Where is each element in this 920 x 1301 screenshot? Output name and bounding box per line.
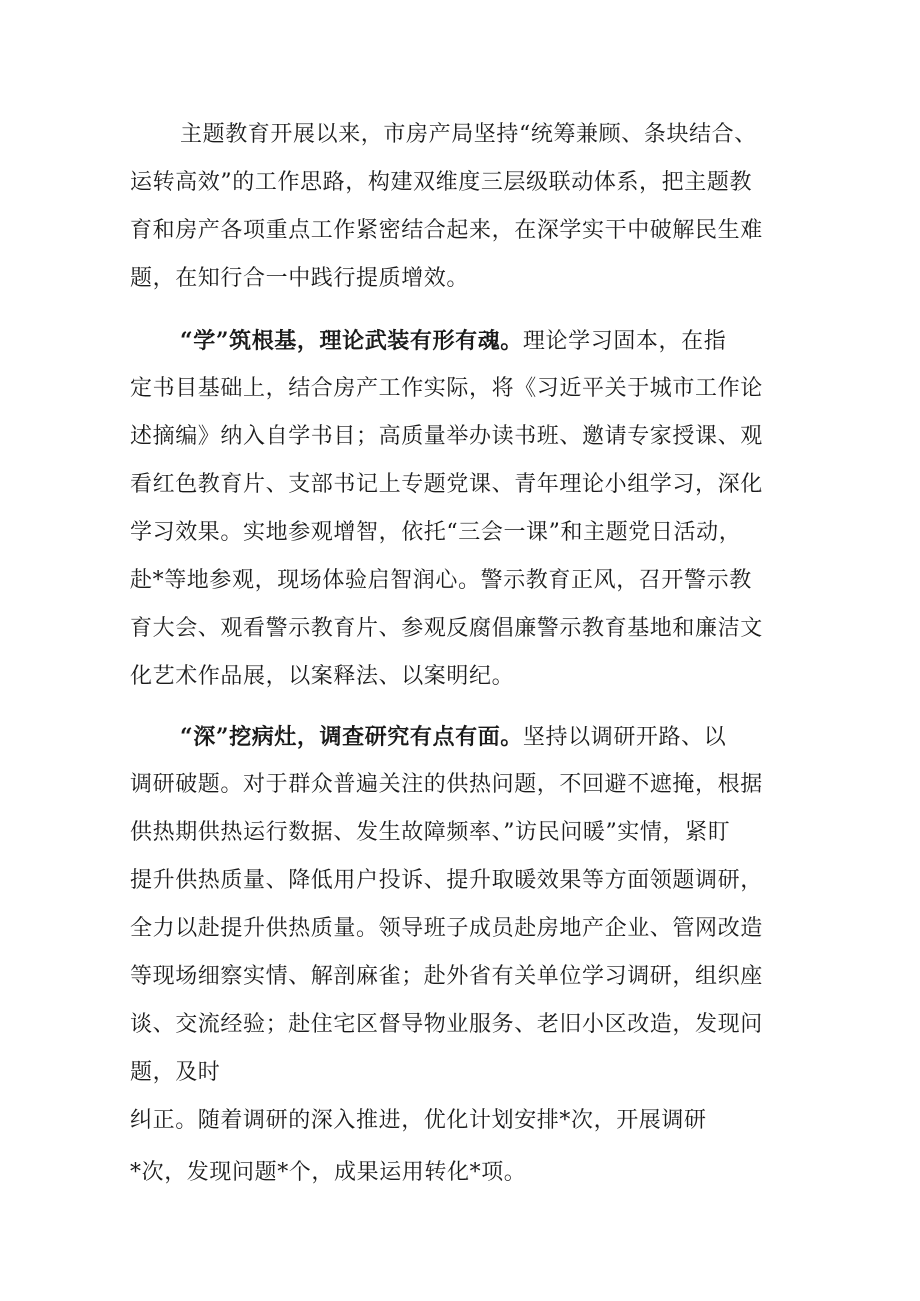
p3-line-5: 全力以赴提升供热质量。领导班子成员赴房地产企业、管网改造 [130,916,763,941]
p1-line-4: 题，在知行合一中践行提质增效。 [130,266,470,291]
p2-heading: “学”筑根基，理论武装有形有魂。 [180,328,523,354]
p3-line-8: 题，及时 [130,1060,221,1085]
p3-line-3: 供热期供热运行数据、发生故障频率、”访民问暖”实情，紧盯 [130,820,731,845]
p3-heading: “深”挖病灶，调查研究有点有面。 [180,724,523,750]
p2-line-8: 化艺术作品展，以案释法、以案明纪。 [130,664,515,689]
p2-line-7: 育大会、观看警示教育片、参观反腐倡廉警示教育基地和廉洁文 [130,616,763,641]
p3-line-4: 提升供热质量、降低用户投诉、提升取暖效果等方面领题调研， [130,868,763,893]
p3-line-6: 等现场细察实情、解剖麻雀；赴外省有关单位学习调研，组织座 [130,964,763,989]
p2-line-3: 述摘编》纳入自学书目；高质量举办读书班、邀请专家授课、观 [130,424,763,449]
p1-line-2: 运转高效”的工作思路，构建双维度三层级联动体系，把主题教 [130,170,753,195]
p3-line-10: *次，发现问题*个，成果运用转化*项。 [130,1160,527,1185]
p3-line-9: 纠正。随着调研的深入推进，优化计划安排*次，开展调研 [130,1108,707,1133]
p2-line-2: 定书目基础上，结合房产工作实际，将《习近平关于城市工作论 [130,376,763,401]
p2-first-rest: 理论学习固本，在指 [522,329,727,354]
p3-line-2: 调研破题。对于群众普遍关注的供热问题，不回避不遮掩，根据 [130,772,763,797]
p2-line-6: 赴*等地参观，现场体验启智润心。警示教育正风，召开警示教 [130,568,752,593]
p1-line-3: 育和房产各项重点工作紧密结合起来，在深学实干中破解民生难 [130,218,763,243]
p2-line-5: 学习效果。实地参观增智，依托“三会一课”和主题党日活动， [130,520,742,545]
p1-line-1: 主题教育开展以来，市房产局坚持“统筹兼顾、条块结合、 [180,122,757,147]
p2-line-4: 看红色教育片、支部书记上专题党课、青年理论小组学习，深化 [130,472,763,497]
p3-line-7: 谈、交流经验；赴住宅区督导物业服务、老旧小区改造，发现问 [130,1012,763,1037]
p3-line-1 [180,722,840,753]
p3-first-rest: 坚持以调研开路、以 [522,725,727,750]
p2-line-1 [180,326,840,357]
